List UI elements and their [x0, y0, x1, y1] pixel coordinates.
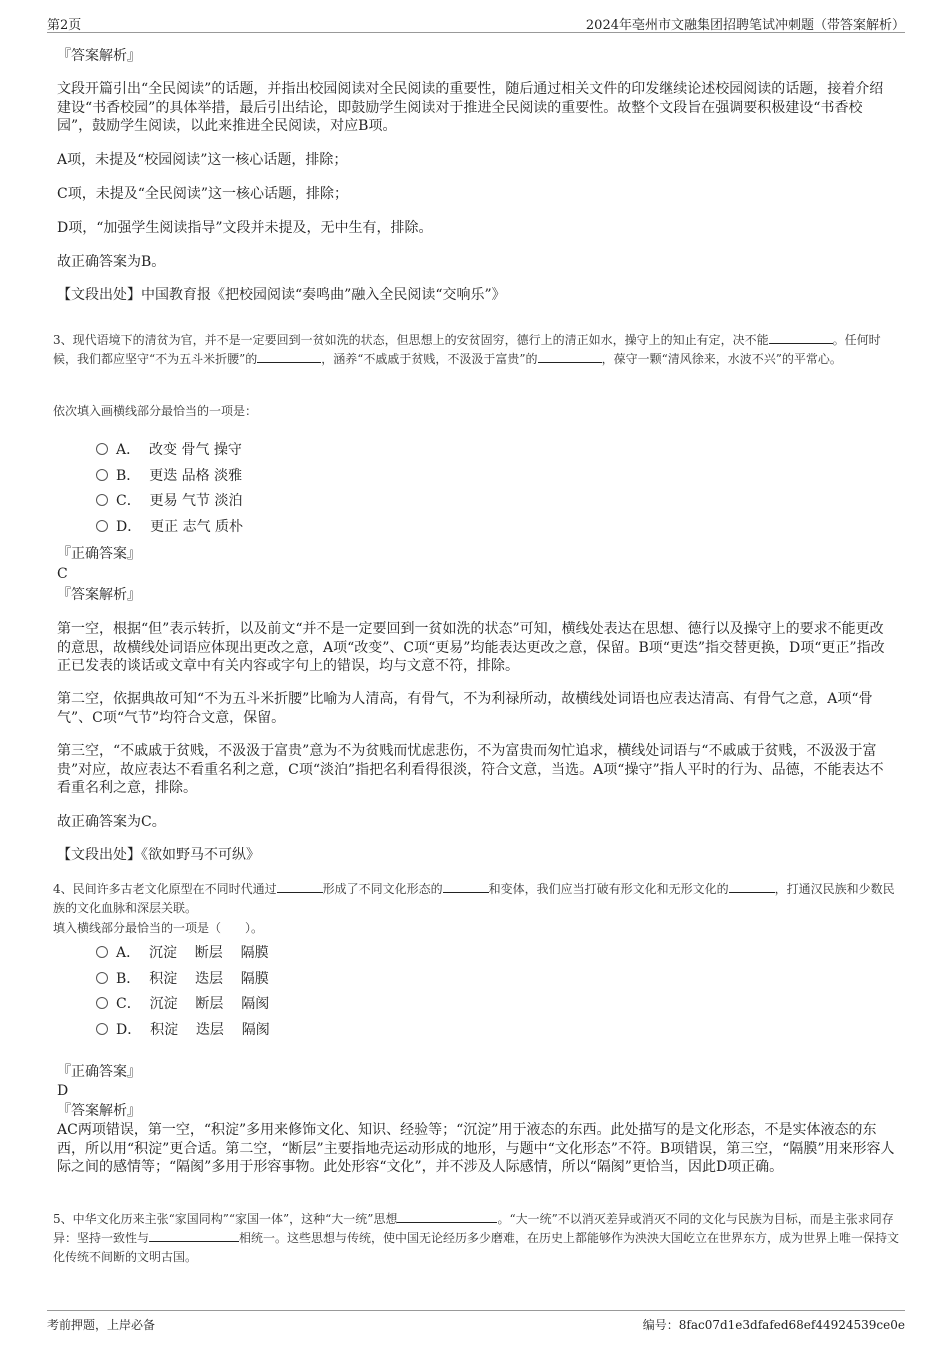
q2-source: 【文段出处】中国教育报《把校园阅读“奏鸣曲”融入全民阅读“交响乐”》 [57, 287, 506, 303]
q5-blank-2 [149, 1229, 239, 1242]
radio-icon[interactable] [96, 946, 108, 958]
q4-answer-heading: 『正确答案』 [57, 1064, 141, 1080]
q3-option-c[interactable]: C． 更易 气节 淡泊 [96, 492, 243, 510]
q4-blank-3 [729, 880, 775, 893]
q4-option-c[interactable]: C． 沉淀 断层 隔阂 [96, 995, 269, 1013]
q3-prompt: 依次填入画横线部分最恰当的一项是： [53, 404, 258, 418]
q2-analysis-p4: D项，“加强学生阅读指导”文段并未提及，无中生有，排除。 [57, 220, 433, 236]
q5-stem: 5、中华文化历来主张“家国同构”“家国一体”，这种“大一统”思想 。“大一统”不以消灭差异或消灭不同的文化与民族为目标，而是主张求同存异：坚持一致性与 相统一。这些思想与传统，使中国无论经历多少磨难，在历史上都能够作为泱泱大国屹立在世界东方，成为世界上唯一保持文化传统不间断的文明古国。 [53, 1212, 900, 1264]
page-footer [47, 1310, 905, 1332]
q3-conclusion: 故正确答案为C。 [57, 814, 166, 830]
radio-icon[interactable] [96, 469, 108, 481]
q3-analysis-p3: 第三空，“不戚戚于贫贱，不汲汲于富贵”意为不为贫贱而忧虑悲伤，不为富贵而匆忙追求，横线处词语与“不戚戚于贫贱，不汲汲于富贵”对应，故应表达不看重名利之意，C项“淡泊”指把名利看得很淡，符合文意，当选。A项“操守”指人平时的行为、品德，不能表达不看重名利之意，排除。 [57, 743, 884, 796]
radio-icon[interactable] [96, 520, 108, 532]
q3-analysis-heading: 『答案解析』 [57, 587, 141, 603]
q4-analysis-heading: 『答案解析』 [57, 1103, 141, 1119]
q3-blank-3 [538, 350, 602, 363]
q3-analysis-p2: 第二空，依据典故可知“不为五斗米折腰”比喻为人清高，有骨气，不为利禄所动，故横线处词语也应表达清高、有骨气之意，A项“骨气”、C项“气节”均符合文意，保留。 [57, 691, 873, 726]
q3-answer-heading: 『正确答案』 [57, 546, 141, 562]
q4-blank-2 [443, 880, 489, 893]
q4-option-d[interactable]: D． 积淀 迭层 隔阂 [96, 1021, 270, 1039]
q2-analysis-p1: 文段开篇引出“全民阅读”的话题，并指出校园阅读对全民阅读的重要性，随后通过相关文件的印发继续论述校园阅读的话题，接着介绍建设“书香校园”的具体举措，最后引出结论，即鼓励学生阅读对于推进全民阅读的重要性。故整个文段旨在强调要积极建设“书香校园”，鼓励学生阅读，以此来推进全民阅读，对应B项。 [57, 81, 884, 134]
q4-answer: D [57, 1083, 69, 1099]
q3-answer: C [57, 566, 68, 582]
radio-icon[interactable] [96, 997, 108, 1009]
q5-blank-1 [397, 1210, 497, 1223]
q3-option-d[interactable]: D． 更正 志气 质朴 [96, 518, 243, 536]
radio-icon[interactable] [96, 443, 108, 455]
q2-conclusion: 故正确答案为B。 [57, 254, 166, 270]
q4-option-a[interactable]: A． 沉淀 断层 隔膜 [96, 944, 269, 962]
radio-icon[interactable] [96, 1023, 108, 1035]
q4-prompt: 填入横线部分最恰当的一项是（ ）。 [53, 921, 264, 935]
q3-stem: 3、现代语境下的清贫为官，并不是一定要回到一贫如洗的状态，但思想上的安贫固穷，德行上的清正如水，操守上的知止有定，决不能 。任何时候，我们都应坚守“不为五斗米折腰”的 ，涵养“不戚戚于贫贱，不汲汲于富贵”的 ，葆守一颗“清风徐来，水波不兴”的平常心。 [53, 333, 881, 366]
q3-analysis-p1: 第一空，根据“但”表示转折，以及前文“并不是一定要回到一贫如洗的状态”可知，横线处表达在思想、德行以及操守上的要求不能更改的意思，故横线处词语应体现出更改之意，A项“改变”、C项“更易”均能表达更改之意，保留。B项“更迭”指交替更换，D项“更正”指改正已发表的谈话或文章中有关内容或字句上的错误，均与文意不符，排除。 [57, 621, 885, 674]
q4-stem: 4、民间许多古老文化原型在不同时代通过 形成了不同文化形态的 和变体，我们应当打破有形文化和无形文化的 ，打通汉民族和少数民族的文化血脉和深层关联。 [53, 882, 895, 915]
q4-blank-1 [277, 880, 323, 893]
page-header [47, 12, 905, 33]
radio-icon[interactable] [96, 972, 108, 984]
q3-option-a[interactable]: A． 改变 骨气 操守 [96, 441, 242, 459]
footer-slogan: 考前押题，上岸必备 [47, 1318, 156, 1332]
q4-option-b[interactable]: B． 积淀 迭层 隔膜 [96, 970, 269, 988]
q3-option-b[interactable]: B． 更迭 品格 淡雅 [96, 467, 242, 485]
q3-blank-1 [769, 331, 833, 344]
document-title: 2024年亳州市文融集团招聘笔试冲刺题（带答案解析） [585, 18, 905, 33]
q2-analysis-p3: C项，未提及“全民阅读”这一核心话题，排除； [57, 186, 349, 202]
q2-analysis-heading: 『答案解析』 [57, 48, 141, 64]
page-number: 第2页 [47, 18, 82, 33]
q3-blank-2 [257, 350, 321, 363]
document-id: 编号：8fac07d1e3dfafed68ef44924539ce0e [642, 1318, 905, 1332]
q4-analysis: AC两项错误，第一空，“积淀”多用来修饰文化、知识、经验等；“沉淀”用于液态的东西。此处描写的是文化形态，不是实体液态的东西，所以用“积淀”更合适。第二空，“断层”主要指地壳运动形成的地形，与题中“文化形态”不符。B项错误，第三空，“隔膜”用来形容人际之间的感情等；“隔阂”多用于形容事物。此处形容“文化”，并不涉及人际感情，所以“隔阂”更恰当，因此D项正确。 [57, 1122, 895, 1175]
radio-icon[interactable] [96, 494, 108, 506]
q2-analysis-p2: A项，未提及“校园阅读”这一核心话题，排除； [57, 152, 348, 168]
q3-source: 【文段出处】《欲如野马不可纵》 [57, 847, 260, 863]
